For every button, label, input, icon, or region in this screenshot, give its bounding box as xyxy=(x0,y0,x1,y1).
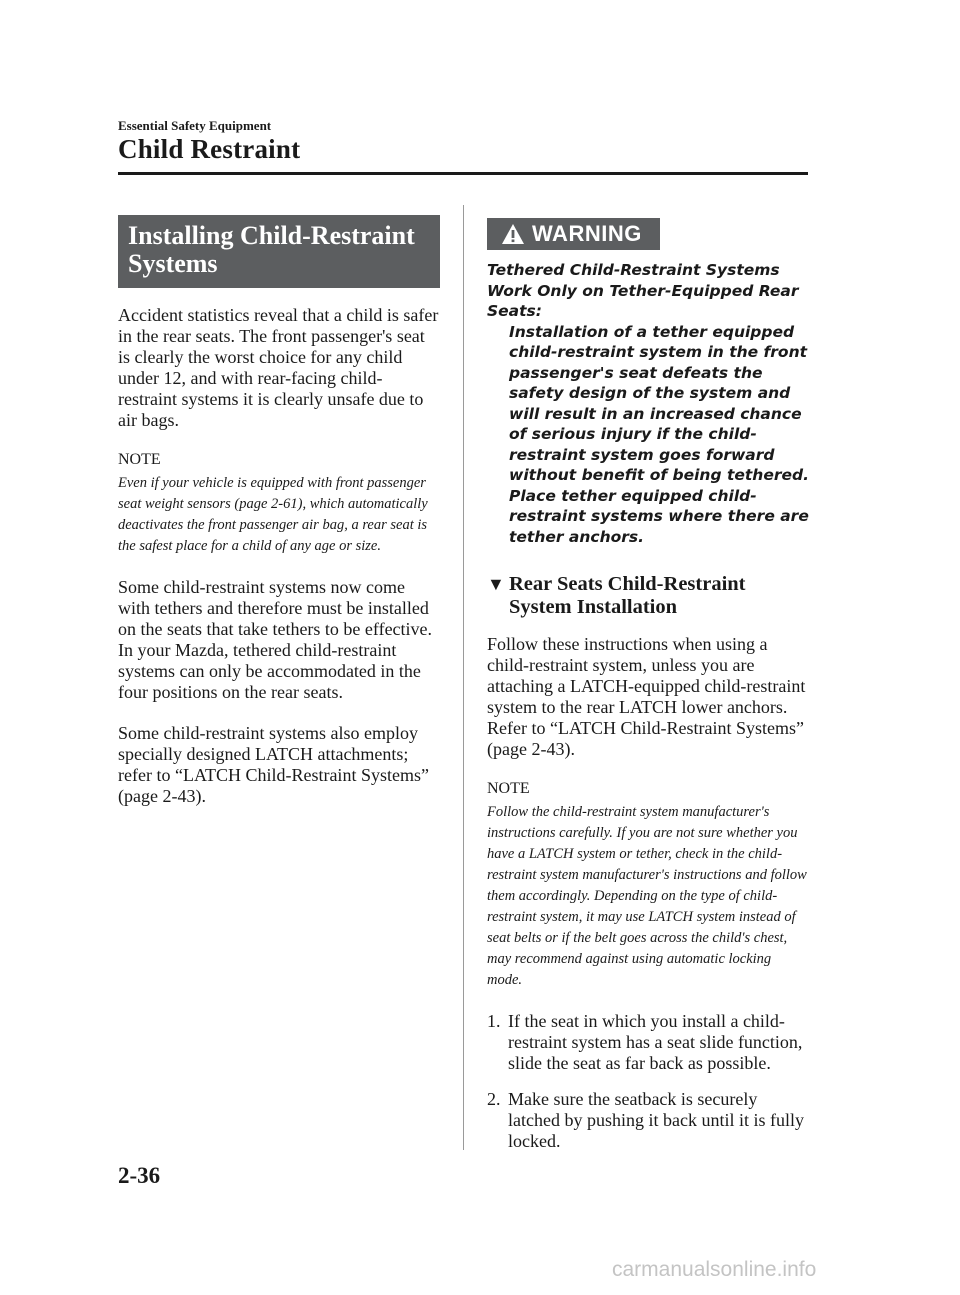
tether-paragraph: Some child-restraint systems now come with tethers and therefore must be installed on the seats that take tethers to be effective. In your Mazda, tethered child-restraint systems can only be accommodated in the four positions on the rear seats. xyxy=(118,577,433,702)
intro-paragraph: Accident statistics reveal that a child is safer in the rear seats. The front passenger's seat is clearly the worst choice for any child under 12, and with rear-facing child-restraint systems it is clearly unsafe due to air bags. xyxy=(118,305,439,430)
warning-body-text: Installation of a tether equipped child-restraint system in the front passenger's seat defeats the safety design of the system and will result in an increased chance of serious injury if the child-restraint system goes forward without benefit of being tethered. xyxy=(509,322,809,484)
warning-badge xyxy=(487,218,660,250)
step-text: If the seat in which you install a child-restraint system has a seat slide function, slide the seat as far back as possible. xyxy=(508,1011,803,1073)
note-label: NOTE xyxy=(118,451,161,468)
latch-paragraph: Some child-restraint systems also employ specially designed LATCH attachments; refer to “LATCH Child-Restraint Systems” (page 2-43). xyxy=(118,723,429,806)
step-text: Make sure the seatback is securely latched by pushing it back until it is fully locked. xyxy=(508,1089,804,1151)
warning-title: Tethered Child-Restraint Systems Work Only on Tether-Equipped Rear Seats: xyxy=(487,261,799,320)
sub-heading xyxy=(487,573,809,619)
list-item xyxy=(487,1011,809,1074)
header-rule xyxy=(118,172,808,175)
list-item xyxy=(487,1089,809,1152)
step-number: 2. xyxy=(487,1089,501,1109)
chapter-title: Child Restraint xyxy=(118,134,301,164)
note-text: Even if your vehicle is equipped with front passenger seat weight sensors (page 2-61), which automatically deactivates the front passenger air bag, a rear seat is the safest place for a child of any age or size. xyxy=(118,475,428,554)
note-text: Follow the child-restraint system manufacturer's instructions carefully. If you are not sure whether you have a LATCH system or tether, check in the child-restraint system manufacturer's instructions and follow them accordingly. Depending on the type of child-restraint system, it may use LATCH system instead of seat belts or if the belt goes across the child's chest, may recommend against using automatic locking mode. xyxy=(487,804,807,988)
warning-body xyxy=(509,322,809,548)
warning-body-text: Place tether equipped child-restraint systems where there are tether anchors. xyxy=(509,486,809,546)
section-label: Essential Safety Equipment xyxy=(118,118,272,133)
left-column xyxy=(118,215,440,827)
triangle-down-icon: ▼ xyxy=(487,574,505,594)
page-number: 2-36 xyxy=(118,1163,161,1188)
steps-list xyxy=(487,1011,809,1152)
note-label: NOTE xyxy=(487,780,530,797)
watermark: carmanualsonline.info xyxy=(612,1258,817,1281)
sub-heading-text: Rear Seats Child-Restraint System Installation xyxy=(509,573,746,618)
right-column xyxy=(487,215,809,1167)
instructions-paragraph: Follow these instructions when using a child-restraint system, unless you are attaching a LATCH-equipped child-restraint system to the rear LATCH lower anchors. Refer to “LATCH Child-Restraint Systems” (page 2-43). xyxy=(487,634,806,759)
warning-triangle-icon xyxy=(501,223,525,245)
step-number: 1. xyxy=(487,1011,501,1031)
column-divider xyxy=(463,205,464,1150)
warning-label: WARNING xyxy=(532,221,642,246)
section-heading: Installing Child-Restraint Systems xyxy=(118,215,440,288)
